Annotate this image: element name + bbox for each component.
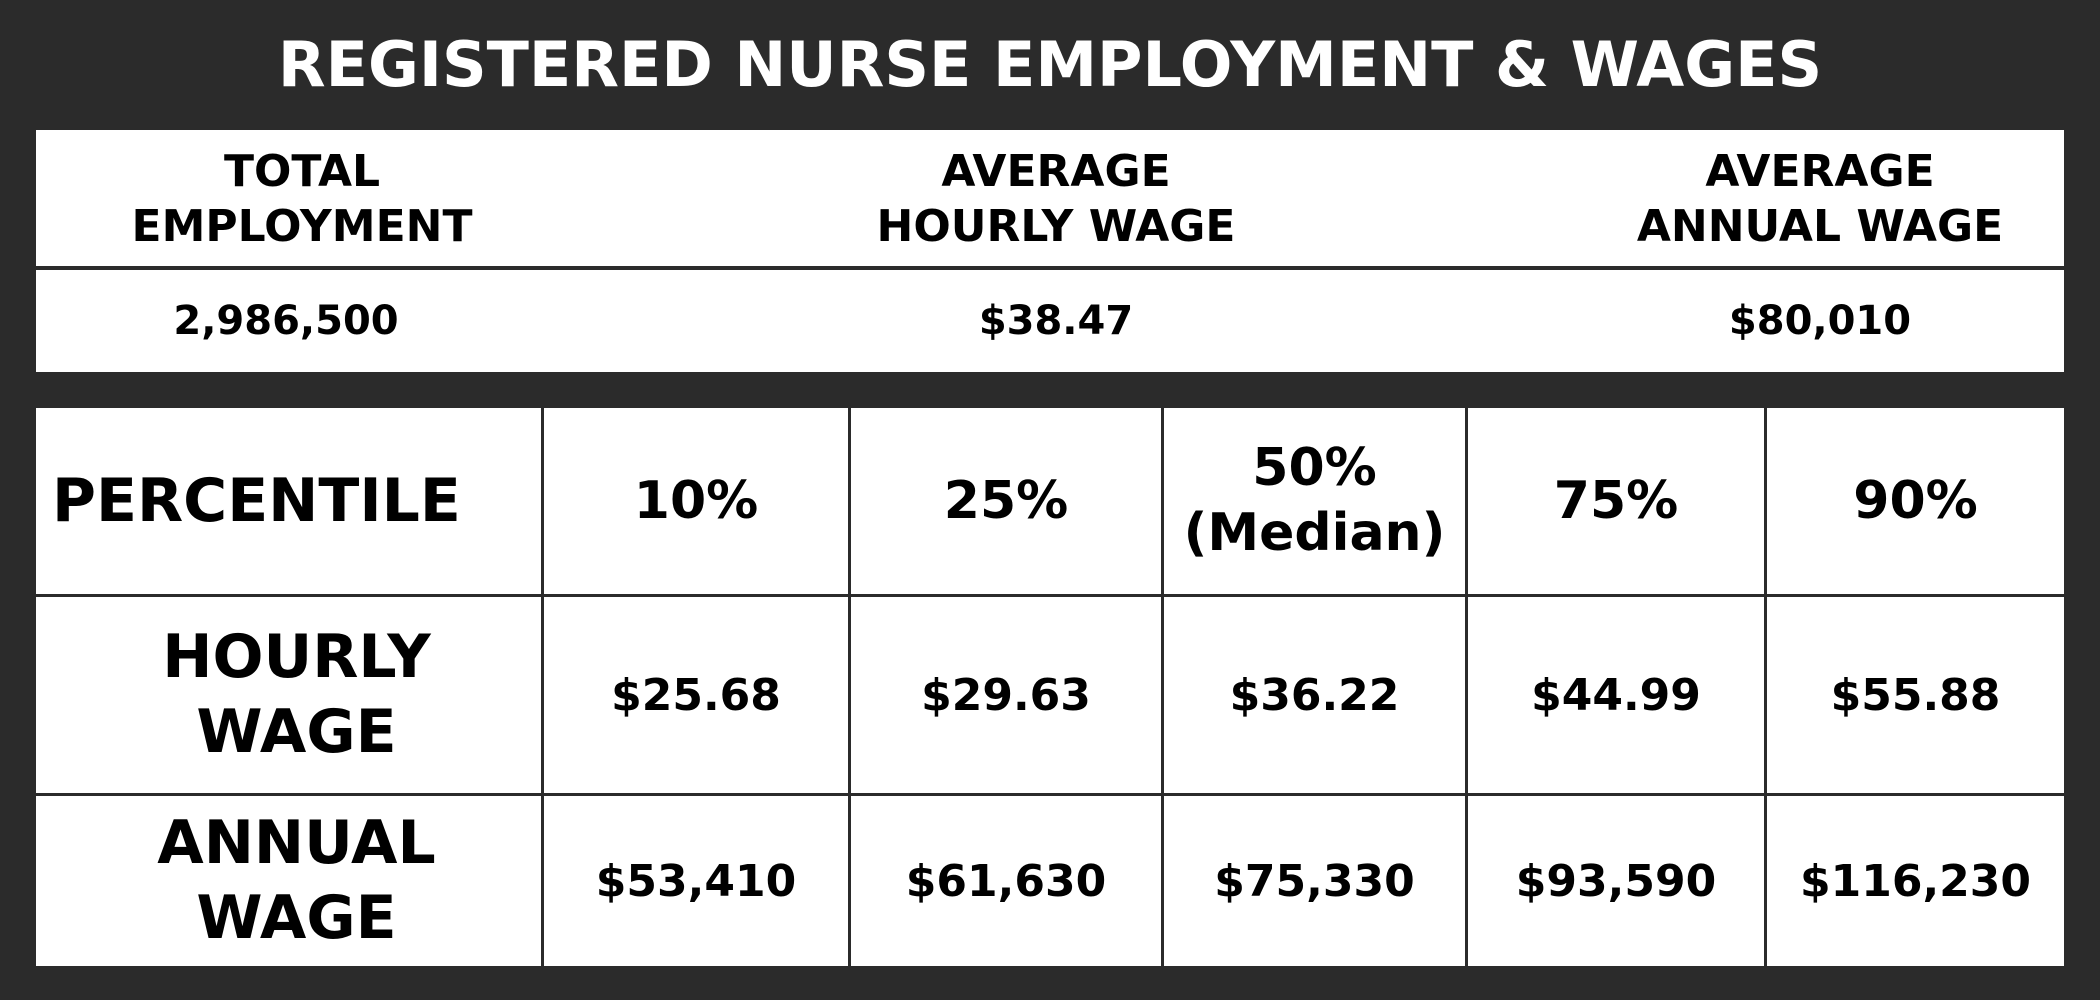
percentile-row-label: PERCENTILE <box>36 408 541 594</box>
hourly-wage-cell: $36.22 <box>1164 597 1465 793</box>
percentile-value: 25% <box>943 470 1069 531</box>
avg-annual-label <box>1576 130 2064 268</box>
total-employment-value: 2,986,500 <box>173 298 399 344</box>
percentile-value: 90% <box>1853 470 1978 531</box>
avg-hourly-label-line1: AVERAGE <box>941 146 1171 197</box>
annual-wage-cell: $93,590 <box>1468 796 1764 966</box>
annual-wage-cell: $116,230 <box>1767 796 2064 966</box>
avg-hourly-label-line2: HOURLY WAGE <box>876 201 1236 252</box>
avg-annual-value: $80,010 <box>1728 298 1912 344</box>
percentile-header-cell <box>1468 408 1764 594</box>
median-note: (Median) <box>1183 503 1446 563</box>
percentile-header-cell <box>851 408 1161 594</box>
summary-value-row <box>36 270 2064 372</box>
total-employment-label: TOTAL EMPLOYMENT <box>131 146 473 252</box>
avg-annual-label-line1: AVERAGE <box>1705 146 1935 197</box>
percentile-value: 10% <box>633 470 759 531</box>
avg-hourly-value: $38.47 <box>978 298 1134 344</box>
summary-table <box>36 130 2064 372</box>
hourly-wage-row-label: HOURLY WAGE <box>36 597 541 793</box>
annual-wage-cell: $53,410 <box>544 796 848 966</box>
hourly-wage-cell: $25.68 <box>544 597 848 793</box>
percentile-value: 50% <box>1252 438 1377 498</box>
hourly-wage-cell: $44.99 <box>1468 597 1764 793</box>
annual-wage-cell: $61,630 <box>851 796 1161 966</box>
percentile-table <box>36 408 2064 966</box>
annual-wage-row-label: ANNUAL WAGE <box>36 796 541 966</box>
page-title: REGISTERED NURSE EMPLOYMENT & WAGES <box>277 27 1823 101</box>
avg-hourly-label <box>736 130 1376 268</box>
percentile-header-cell <box>1767 408 2064 594</box>
annual-wage-cell: $75,330 <box>1164 796 1465 966</box>
percentile-header-cell <box>544 408 848 594</box>
hourly-wage-cell: $55.88 <box>1767 597 2064 793</box>
hourly-wage-cell: $29.63 <box>851 597 1161 793</box>
percentile-header-cell <box>1164 408 1465 594</box>
summary-header-row <box>36 130 2064 268</box>
percentile-value: 75% <box>1553 470 1679 531</box>
avg-annual-label-line2: ANNUAL WAGE <box>1636 201 2004 252</box>
